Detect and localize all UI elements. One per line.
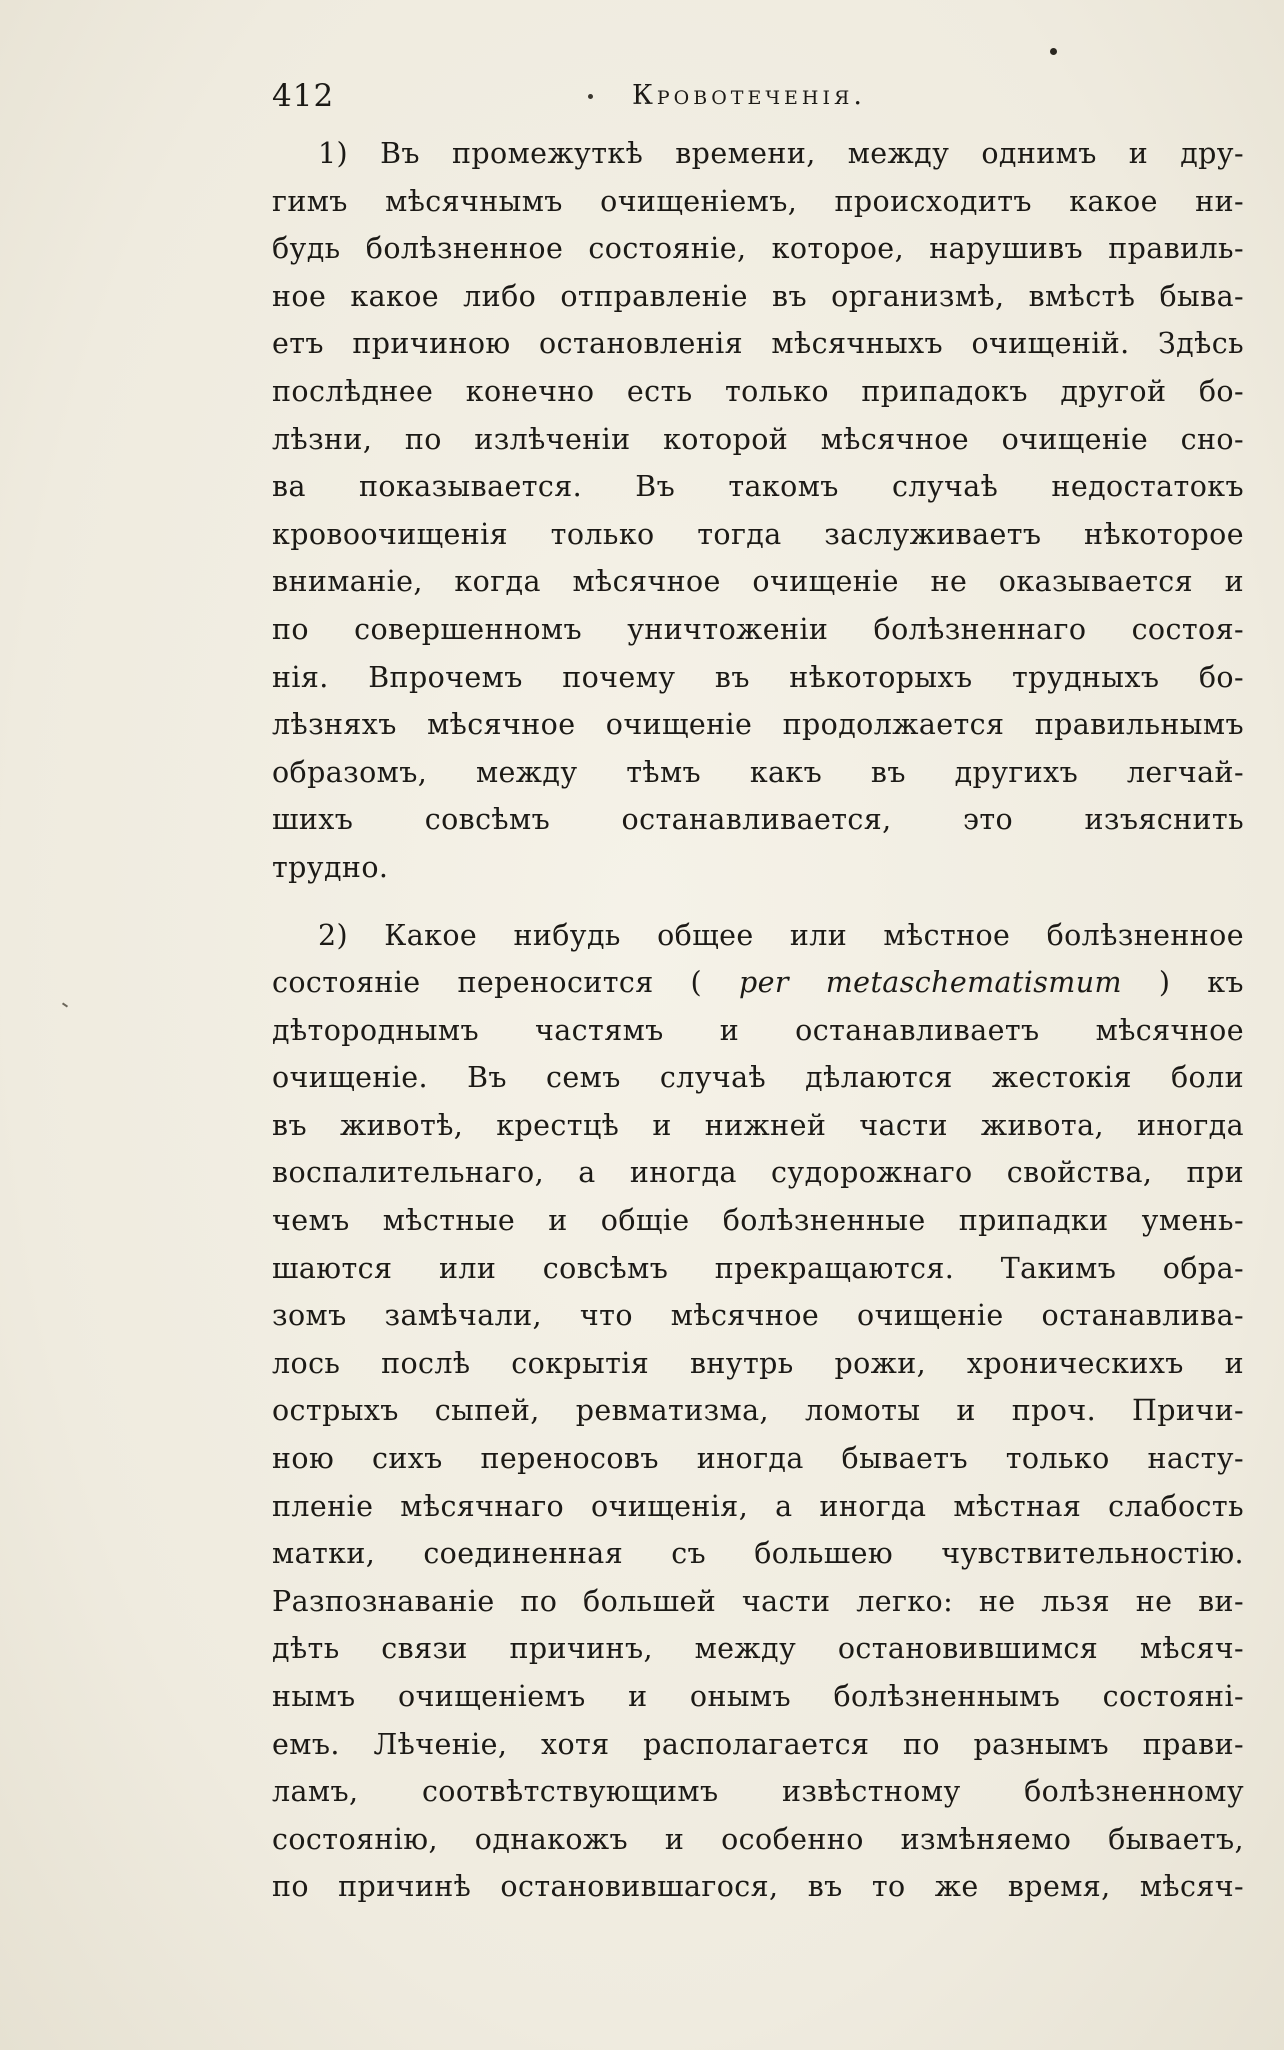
text-line: будь болѣзненное состояніе, которое, нарушивъ правиль-	[272, 232, 1244, 266]
text-line: очищеніе. Въ семъ случаѣ дѣлаются жестокія боли	[272, 1061, 1244, 1095]
text-line: вниманіе, когда мѣсячное очищеніе не оказывается и	[272, 565, 1244, 599]
text-line: острыхъ сыпей, ревматизма, ломоты и проч. Причи-	[272, 1394, 1244, 1428]
text-line: матки, соединенная съ большею чувствительностію.	[272, 1537, 1244, 1571]
text-line: шаются или совсѣмъ прекращаются. Такимъ обра-	[272, 1251, 1244, 1285]
text-line: послѣднее конечно есть только припадокъ другой бо-	[272, 374, 1244, 408]
text-line: дѣтороднымъ частямъ и останавливаетъ мѣсячное	[272, 1013, 1244, 1047]
text-line: въ животѣ, крестцѣ и нижней части живота, иногда	[272, 1108, 1244, 1142]
text-line: шихъ совсѣмъ останавливается, это изъяснить	[272, 803, 1244, 837]
text-line: Разпознаваніе по большей части легко: не льзя не ви-	[272, 1584, 1244, 1618]
text-line: лось послѣ сокрытія внутрь рожи, хроническихъ и	[272, 1346, 1244, 1380]
text-line: гимъ мѣсячнымъ очищеніемъ, происходитъ какое ни-	[272, 184, 1244, 218]
text-line: по причинѣ остановившагося, въ то же время, мѣсяч-	[272, 1870, 1244, 1904]
running-title: Кровотеченія.	[632, 80, 866, 111]
margin-speck	[62, 1002, 68, 1007]
text-fragment: состояніе переносится (	[272, 966, 703, 1000]
text-line: 1) Въ промежуткѣ времени, между однимъ и дру-	[318, 137, 1244, 170]
page-body	[272, 130, 1244, 1911]
text-line: ное какое либо отправленіе въ организмѣ, вмѣстѣ быва-	[272, 279, 1244, 313]
ink-speck	[1050, 48, 1057, 55]
text-line: чемъ мѣстные и общіе болѣзненные припадки умень-	[272, 1204, 1244, 1238]
text-line: состоянію, однакожъ и особенно измѣняемо бываетъ,	[272, 1822, 1244, 1856]
text-line: 2) Какое нибудь общее или мѣстное болѣзненное	[318, 918, 1244, 952]
paragraph-2	[272, 912, 1244, 1911]
text-line: трудно.	[272, 850, 389, 884]
page-header	[272, 78, 972, 118]
page-number: 412	[272, 78, 335, 114]
text-fragment: ) къ	[1158, 966, 1244, 1000]
text-line: воспалительнаго, а иногда судорожнаго свойства, при	[272, 1156, 1244, 1190]
text-line: ною сихъ переносовъ иногда бываетъ только насту-	[272, 1442, 1244, 1476]
text-line: нія. Впрочемъ почему въ нѣкоторыхъ трудныхъ бо-	[272, 660, 1244, 694]
text-line: лѣзни, по излѣченіи которой мѣсячное очищеніе сно-	[272, 422, 1244, 456]
header-dot	[588, 94, 593, 99]
text-line: по совершенномъ уничтоженіи болѣзненнаго состоя-	[272, 612, 1244, 646]
text-line: пленіе мѣсячнаго очищенія, а иногда мѣстная слабость	[272, 1489, 1244, 1523]
text-line: нымъ очищеніемъ и онымъ болѣзненнымъ состояні-	[272, 1680, 1244, 1713]
text-line: лѣзняхъ мѣсячное очищеніе продолжается правильнымъ	[272, 708, 1244, 742]
text-line: ва показывается. Въ такомъ случаѣ недостатокъ	[272, 470, 1244, 504]
text-line: емъ. Лѣченіе, хотя располагается по разнымъ прави-	[272, 1727, 1244, 1761]
text-line: етъ причиною остановленія мѣсячныхъ очищеній. Здѣсь	[272, 327, 1244, 361]
text-line: кровоочищенія только тогда заслуживаетъ нѣкоторое	[272, 517, 1244, 551]
text-line: дѣть связи причинъ, между остановившимся мѣсяч-	[272, 1632, 1244, 1666]
paragraph-1	[272, 130, 1244, 892]
text-line: образомъ, между тѣмъ какъ въ другихъ легчай-	[272, 755, 1244, 789]
text-line-with-latin	[272, 959, 1244, 1007]
text-line: зомъ замѣчали, что мѣсячное очищеніе останавлива-	[272, 1299, 1244, 1333]
text-line: ламъ, соотвѣтствующимъ извѣстному болѣзненному	[272, 1775, 1244, 1809]
latin-term: per metaschematismum	[738, 966, 1122, 1000]
